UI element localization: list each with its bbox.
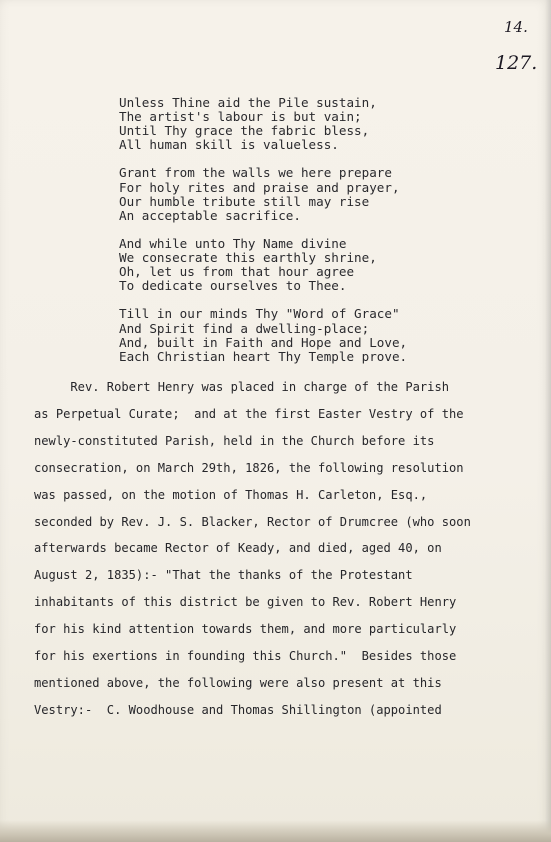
paragraph-line: afterwards became Rector of Keady, and died, aged 40, on: [34, 541, 442, 556]
paragraph-line: mentioned above, the following were also present at this: [34, 675, 442, 690]
paragraph-line: for his kind attention towards them, and more particularly: [34, 622, 457, 637]
verse-line: Grant from the walls we here prepare: [119, 165, 392, 181]
verse-line: And while unto Thy Name divine: [119, 235, 347, 251]
verse-line: Till in our minds Thy "Word of Grace": [119, 306, 400, 322]
struck-page-number: 14.: [504, 18, 528, 36]
paragraph-line: Rev. Robert Henry was placed in charge of the Parish: [34, 380, 450, 394]
stanza-3: [119, 237, 539, 293]
paragraph-line: for his exertions in founding this Church." Besides those: [34, 649, 457, 664]
body-paragraph: [34, 374, 524, 724]
paragraph-line: was passed, on the motion of Thomas H. Carleton, Esq.,: [34, 487, 428, 502]
stanza-2: [119, 166, 539, 222]
verse-line: For holy rites and praise and prayer,: [119, 179, 400, 195]
hymn-verses: [119, 96, 539, 378]
paragraph-line: seconded by Rev. J. S. Blacker, Rector of Drumcree (who soon: [34, 514, 471, 529]
page-right-edge-shadow: [545, 0, 551, 842]
stanza-1: [119, 96, 539, 152]
verse-line: Oh, let us from that hour agree: [119, 264, 355, 280]
paragraph-line: Vestry:- C. Woodhouse and Thomas Shillington (appointed: [34, 702, 442, 717]
verse-line: And Spirit find a dwelling-place;: [119, 320, 370, 336]
verse-line: Each Christian heart Thy Temple prove.: [119, 348, 408, 364]
verse-line: And, built in Faith and Hope and Love,: [119, 334, 408, 350]
stanza-4: [119, 307, 539, 363]
verse-line: Until Thy grace the fabric bless,: [119, 123, 370, 139]
paragraph-line: August 2, 1835):- "That the thanks of the Protestant: [34, 568, 413, 583]
verse-line: We consecrate this earthly shrine,: [119, 250, 377, 266]
paragraph-line: as Perpetual Curate; and at the first Easter Vestry of the: [34, 406, 464, 421]
verse-line: An acceptable sacrifice.: [119, 207, 301, 223]
page-bottom-edge: [0, 820, 551, 842]
paragraph-line: newly-constituted Parish, held in the Church before its: [34, 433, 435, 448]
verse-line: To dedicate ourselves to Thee.: [119, 278, 347, 294]
paragraph-line: consecration, on March 29th, 1826, the following resolution: [34, 460, 464, 475]
paragraph-line: inhabitants of this district be given to Rev. Robert Henry: [34, 595, 457, 610]
page-number: 127.: [495, 52, 538, 74]
verse-line: All human skill is valueless.: [119, 137, 339, 153]
verse-line: Unless Thine aid the Pile sustain,: [119, 95, 377, 110]
verse-line: Our humble tribute still may rise: [119, 193, 370, 209]
verse-line: The artist's labour is but vain;: [119, 109, 362, 125]
